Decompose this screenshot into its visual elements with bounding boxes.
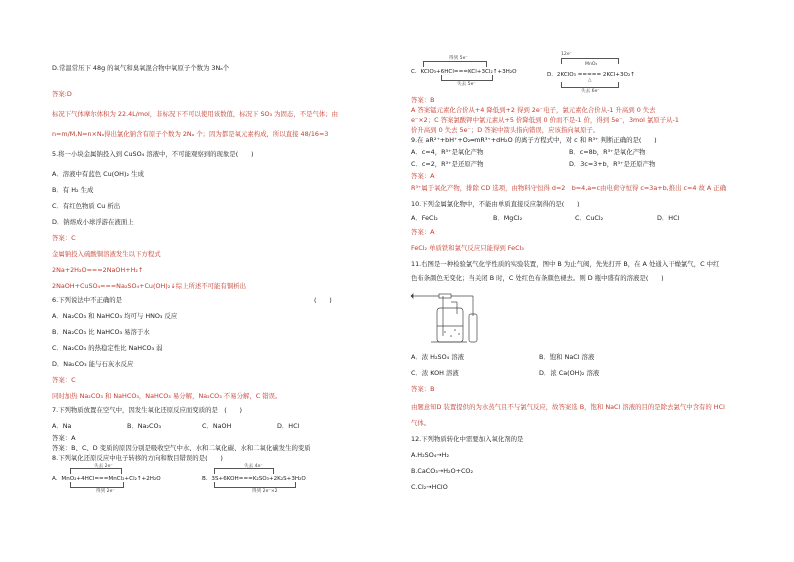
- eq-a: A．MnO₂+4HCl===MnCl₂+Cl₂↑+2H₂O: [52, 476, 161, 482]
- q7-option-b: B．Na₂CO₃: [127, 422, 162, 430]
- eq-d: D．2KClO₃ ===== 2KCl+3O₂↑: [547, 72, 635, 78]
- q10-option-b: B．MgCl₂: [493, 214, 523, 222]
- q6-option-d: D．Na₂CO₃ 能与石灰水反应: [52, 360, 134, 368]
- q8-explanation-line1: A 答案锰元素化合价从+4 降低到+2 得到 2e⁻电子，氯元素化合价从-1 升高到 0 失去: [411, 106, 656, 114]
- q9-explanation: R³⁺属于氧化产物，排除 CD 选项，由物料守恒得 d=2 b=4,a=c由电荷守恒得 c=3a+b,推出 c=4 故 A 正确: [411, 184, 727, 192]
- eq-c: C．KClO₃+6HCl===KCl+3Cl₂↑+3H₂O: [411, 69, 517, 75]
- q5-answer: 答案：C: [52, 234, 76, 242]
- q5-explanation-line1: 金属钠投入硫酸铜溶液发生以下方程式: [52, 250, 161, 258]
- eq-d-top-label: 12e⁻: [561, 52, 573, 57]
- q6-option-a: A．Na₂CO₃ 和 NaHCO₃ 均可与 HNO₃ 反应: [52, 312, 178, 320]
- q6-stem: 6.下列说法中不正确的是: [52, 296, 123, 304]
- q11-option-c: C．浓 KOH 溶液: [411, 369, 459, 377]
- q4-answer: 答案:D: [52, 90, 72, 98]
- q5-explanation-line3: 2NaOH+CuSO₄===Na₂SO₄+Cu(OH)₂↓综上所述不可能有铜析出: [52, 282, 246, 290]
- q6-paren: ( ): [314, 296, 332, 304]
- eq-d-catalyst: MnO₂: [585, 62, 598, 67]
- q5-option-b: B．有 H₂ 生成: [52, 186, 94, 194]
- q9-stem: 9.在 aR²⁺+bH⁺+O₂═mR³⁺+dH₂O 的离子方程式中，对 c 和 R³⁺ 判断正确的是( ): [411, 136, 657, 144]
- eq-a-bottom-label: 得到 2e⁻: [96, 489, 115, 494]
- q4-option-d: D.常温常压下 48g 的氧气和臭氧混合物中氧原子个数为 3Nₐ个: [52, 64, 230, 72]
- q7-option-c: C．NaOH: [202, 422, 232, 430]
- q11-stem-line1: 11.右图是一种检验氯气化学性质的实验装置，图中 B 为止气阀，先先打开 B，在 A 处通入干燥氯气，C 中红: [411, 260, 720, 268]
- q10-explanation: FeCl₂ 单质铁和氯气反应只能得到 FeCl₃: [411, 244, 524, 252]
- eq-b-bottom-label: 得到 2e⁻×2: [252, 489, 278, 494]
- q7-option-a: A．Na: [52, 422, 72, 430]
- eq-c-top-label: 得到 5e⁻: [449, 56, 468, 61]
- q7-option-d: D．HCl: [277, 422, 300, 430]
- q8-stem: 8.下列氧化还原反应中电子转移的方向和数目错误的是( ): [52, 454, 223, 462]
- q5-explanation-line2: 2Na+2H₂O===2NaOH+H₂↑: [52, 266, 144, 274]
- q10-option-a: A．FeCl₂: [411, 214, 438, 222]
- q12-stem: 12.下列物质转化中需要加入氧化剂的是: [411, 435, 524, 443]
- q6-option-b: B．Na₂CO₃ 比 NaHCO₃ 易溶于水: [52, 328, 150, 336]
- q12-option-c: C.Cl₂→HClO: [411, 483, 448, 491]
- q10-option-c: C．CuCl₂: [575, 214, 604, 222]
- eq-d-condition: △: [588, 78, 592, 83]
- q11-answer: 答案：B: [411, 385, 435, 393]
- q10-stem: 10.下列金属氯化物中，不能由单质直接反应制得的是( ): [411, 200, 580, 208]
- q9-option-d: D．3c=3+b，R³⁺是还原产物: [569, 160, 656, 168]
- eq-b-top-label: 失去 4e⁻: [244, 464, 263, 469]
- q9-option-a: A．c=4，R³⁺是氧化产物: [411, 148, 484, 156]
- q10-option-d: D．HCl: [657, 214, 680, 222]
- q5-option-c: C．有红色物质 Cu 析出: [52, 202, 121, 210]
- q5-option-a: A．溶液中有蓝色 Cu(OH)₂ 生成: [52, 170, 144, 178]
- q6-answer: 答案：C: [52, 376, 76, 384]
- q9-answer: 答案：A: [411, 172, 435, 180]
- q11-option-b: B．饱和 NaCl 溶液: [539, 353, 595, 361]
- eq-a-top-label: 失去 2e⁻: [94, 464, 113, 469]
- q7-answer: 答案：A: [52, 434, 76, 442]
- q11-option-d: D．浓 Ca(OH)₂ 溶液: [539, 369, 600, 377]
- eq-b: B．3S+6KOH===K₂SO₃+2K₂S+3H₂O: [202, 476, 306, 482]
- q5-stem: 5.将一小块金属钠投入到 CuSO₄ 溶液中，不可能观察到的现象是( ): [52, 150, 254, 158]
- q6-option-c: C．Na₂CO₃ 的热稳定性比 NaHCO₃ 弱: [52, 344, 163, 352]
- q11-explanation-line2: 气体。: [411, 419, 431, 427]
- q11-option-a: A．浓 H₂SO₄ 溶液: [411, 353, 465, 361]
- q4-explanation-line2: n=m/M,N=n×Nₐ得出氯化钠含有原子个数为 2Nₐ 个；因为都是氧元素构成，所以直接 48/16=3: [52, 130, 329, 138]
- q11-stem-line2: 色布条颜色无变化；当关闭 B 时，C 处红色布条颜色褪去。则 D 瓶中盛有的溶液是( ): [411, 274, 664, 282]
- gas-apparatus-icon: [411, 290, 491, 350]
- q5-option-d: D．钠熔成小球浮游在液面上: [52, 218, 134, 226]
- q12-option-a: A.H₂SO₄→H₂: [411, 451, 450, 459]
- q12-option-b: B.CaCO₃→H₂O+CO₂: [411, 467, 474, 475]
- q10-answer: 答案：A: [411, 228, 435, 236]
- eq-d-bottom-label: 失去 6e⁻: [581, 89, 600, 94]
- q4-explanation-line1: 标况下气体摩尔体积为 22.4L/mol，非标况下不可以使用该数值，标况下 SO₃ 为固态，不是气体；由: [52, 110, 339, 118]
- q6-explanation: 同时加热 Na₂CO₃ 和 NaHCO₃，NaHCO₃ 易分解，Na₂CO₃ 不易分解，C 错误。: [52, 392, 282, 400]
- q7-explanation: 答案：B、C、D 变质的原因分别是吸收空气中水、水和二氧化碳、水和二氧化碳发生的变质: [52, 444, 311, 452]
- eq-c-bottom-label: 失去 5e⁻: [457, 82, 476, 87]
- q8-explanation-line2: e⁻×2；C 答案氯酸钾中氯元素从+5 价降低到 0 价而不是-1 价，得到 5e⁻，3mol 氯原子从-1: [411, 116, 679, 124]
- q7-stem: 7.下列物质放置在空气中，因发生氧化还原反应而变质的是 ( ): [52, 406, 243, 414]
- q9-option-b: B．c=8b，R³⁺是氧化产物: [569, 148, 646, 156]
- q9-option-c: C．c=2，R³⁺是还原产物: [411, 160, 484, 168]
- q8-explanation-line3: 价升高到 0 失去 5e⁻；D 答案中箭头指向错误，应该指向氧原子。: [411, 126, 600, 134]
- q8-answer: 答案：B: [411, 96, 435, 104]
- q11-explanation-line1: 由题意知D 装置提供的为水蒸气且不与氯气反应，故答案选 B，饱和 NaCl 溶液的目的是除去氯气中含有的 HCl: [411, 403, 725, 411]
